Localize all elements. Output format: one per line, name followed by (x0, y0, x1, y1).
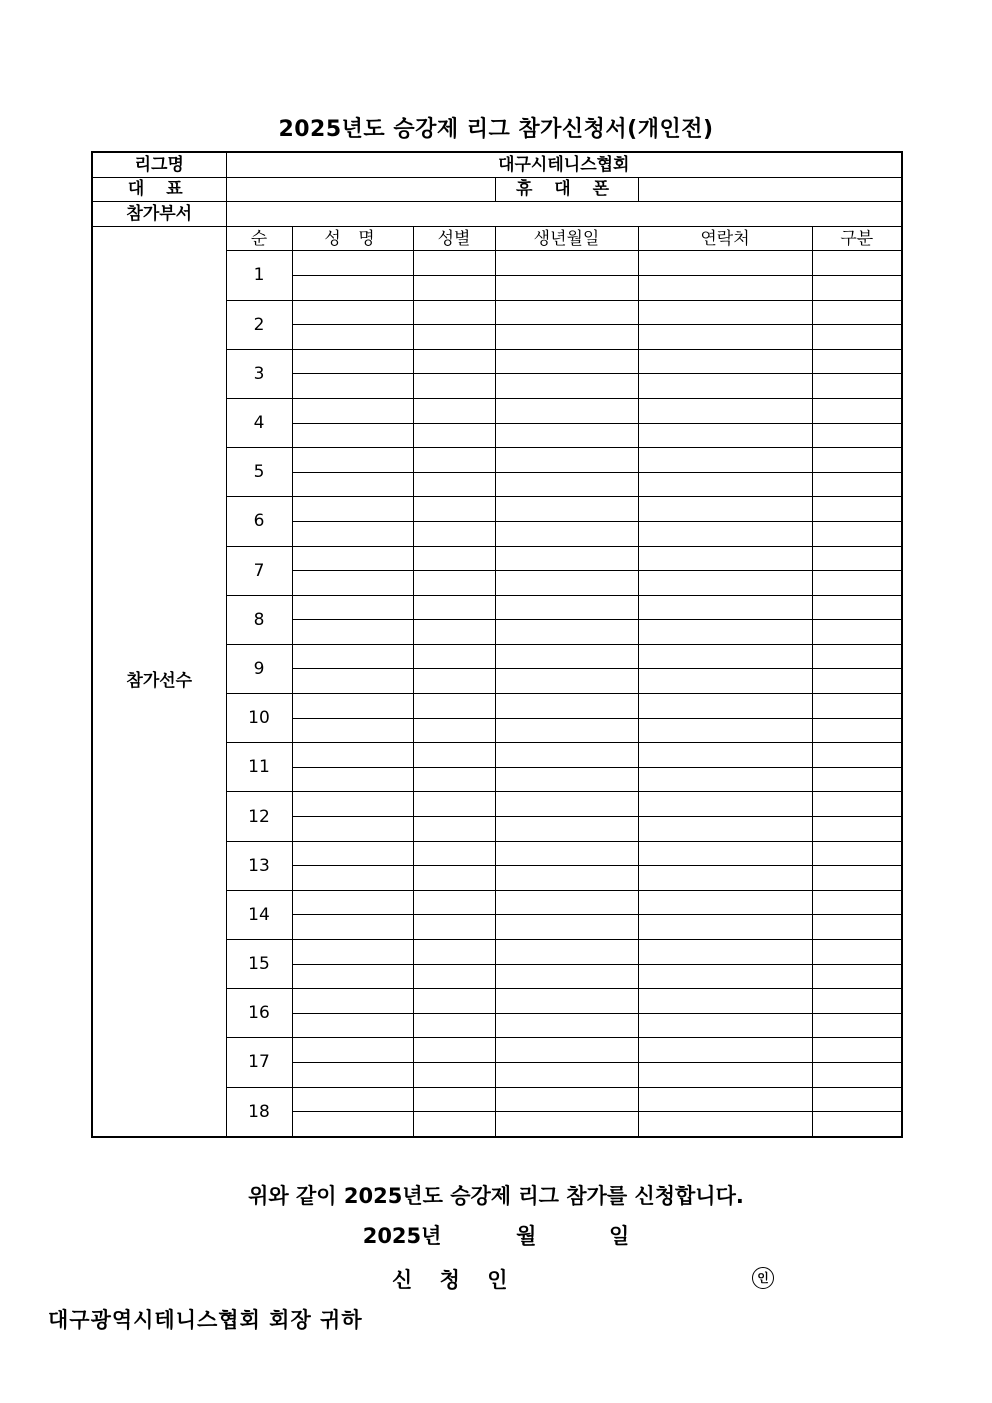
player-contact-cell[interactable] (638, 866, 812, 891)
player-category-cell[interactable] (812, 817, 902, 842)
player-contact-cell[interactable] (638, 546, 812, 571)
player-birthdate-cell[interactable] (495, 251, 638, 276)
player-contact-cell[interactable] (638, 915, 812, 940)
player-birthdate-cell[interactable] (495, 890, 638, 915)
player-name-cell[interactable] (292, 620, 413, 645)
division-field[interactable] (226, 202, 902, 227)
player-contact-cell[interactable] (638, 1013, 812, 1038)
player-name-cell[interactable] (292, 1087, 413, 1112)
player-name-cell[interactable] (292, 767, 413, 792)
player-contact-cell[interactable] (638, 1038, 812, 1063)
player-gender-cell[interactable] (413, 866, 495, 891)
player-birthdate-cell[interactable] (495, 817, 638, 842)
player-name-cell[interactable] (292, 644, 413, 669)
player-number: 9 (226, 644, 292, 693)
player-contact-cell[interactable] (638, 841, 812, 866)
player-gender-cell[interactable] (413, 890, 495, 915)
player-name-cell[interactable] (292, 841, 413, 866)
player-number: 12 (226, 792, 292, 841)
player-category-cell[interactable] (812, 890, 902, 915)
player-category-cell[interactable] (812, 398, 902, 423)
player-header-row (92, 226, 902, 251)
player-gender-cell[interactable] (413, 1112, 495, 1137)
player-gender-cell[interactable] (413, 743, 495, 768)
player-gender-cell[interactable] (413, 940, 495, 965)
player-category-cell[interactable] (812, 472, 902, 497)
player-category-cell[interactable] (812, 571, 902, 596)
player-contact-cell[interactable] (638, 251, 812, 276)
league-name-value[interactable]: 대구시테니스협회 (226, 152, 902, 177)
player-gender-cell[interactable] (413, 300, 495, 325)
addressee-text: 대구광역시테니스협회 회장 귀하 (48, 1308, 363, 1332)
player-contact-cell[interactable] (638, 448, 812, 473)
player-number: 3 (226, 349, 292, 398)
player-gender-cell[interactable] (413, 1087, 495, 1112)
player-contact-cell[interactable] (638, 1112, 812, 1137)
header-contact: 연락처 (638, 226, 812, 251)
player-category-cell[interactable] (812, 251, 902, 276)
player-name-cell[interactable] (292, 817, 413, 842)
player-birthdate-cell[interactable] (495, 940, 638, 965)
division-row (92, 202, 902, 227)
player-category-cell[interactable] (812, 792, 902, 817)
player-category-cell[interactable] (812, 423, 902, 448)
player-gender-cell[interactable] (413, 251, 495, 276)
player-number: 10 (226, 694, 292, 743)
player-name-cell[interactable] (292, 448, 413, 473)
player-birthdate-cell[interactable] (495, 275, 638, 300)
player-birthdate-cell[interactable] (495, 767, 638, 792)
player-number: 8 (226, 595, 292, 644)
player-gender-cell[interactable] (413, 349, 495, 374)
player-name-cell[interactable] (292, 251, 413, 276)
player-category-cell[interactable] (812, 497, 902, 522)
player-birthdate-cell[interactable] (495, 497, 638, 522)
player-category-cell[interactable] (812, 275, 902, 300)
player-category-cell[interactable] (812, 964, 902, 989)
player-birthdate-cell[interactable] (495, 423, 638, 448)
player-birthdate-cell[interactable] (495, 325, 638, 350)
league-name-row (92, 152, 902, 177)
player-category-cell[interactable] (812, 300, 902, 325)
phone-label: 휴 대 폰 (495, 177, 638, 202)
player-birthdate-cell[interactable] (495, 620, 638, 645)
player-name-cell[interactable] (292, 1112, 413, 1137)
player-number: 5 (226, 448, 292, 497)
player-name-cell[interactable] (292, 1013, 413, 1038)
player-contact-cell[interactable] (638, 989, 812, 1014)
player-gender-cell[interactable] (413, 841, 495, 866)
player-gender-cell[interactable] (413, 275, 495, 300)
player-contact-cell[interactable] (638, 620, 812, 645)
date-day: 일 (608, 1224, 630, 1248)
player-gender-cell[interactable] (413, 792, 495, 817)
player-birthdate-cell[interactable] (495, 472, 638, 497)
player-name-cell[interactable] (292, 595, 413, 620)
player-number: 18 (226, 1087, 292, 1137)
player-birthdate-cell[interactable] (495, 1062, 638, 1087)
player-birthdate-cell[interactable] (495, 866, 638, 891)
player-contact-cell[interactable] (638, 669, 812, 694)
player-name-cell[interactable] (292, 325, 413, 350)
player-category-cell[interactable] (812, 841, 902, 866)
player-category-cell[interactable] (812, 325, 902, 350)
player-category-cell[interactable] (812, 669, 902, 694)
player-contact-cell[interactable] (638, 792, 812, 817)
player-birthdate-cell[interactable] (495, 841, 638, 866)
player-birthdate-cell[interactable] (495, 300, 638, 325)
player-birthdate-cell[interactable] (495, 694, 638, 719)
player-contact-cell[interactable] (638, 964, 812, 989)
player-birthdate-cell[interactable] (495, 546, 638, 571)
player-gender-cell[interactable] (413, 521, 495, 546)
player-birthdate-cell[interactable] (495, 669, 638, 694)
player-contact-cell[interactable] (638, 398, 812, 423)
player-name-cell[interactable] (292, 890, 413, 915)
player-gender-cell[interactable] (413, 374, 495, 399)
player-contact-cell[interactable] (638, 571, 812, 596)
representative-row (92, 177, 902, 202)
player-number: 7 (226, 546, 292, 595)
player-name-cell[interactable] (292, 866, 413, 891)
player-name-cell[interactable] (292, 915, 413, 940)
player-gender-cell[interactable] (413, 694, 495, 719)
applicant-label: 신 청 인 (392, 1268, 518, 1292)
player-contact-cell[interactable] (638, 325, 812, 350)
player-birthdate-cell[interactable] (495, 1038, 638, 1063)
player-birthdate-cell[interactable] (495, 1087, 638, 1112)
player-birthdate-cell[interactable] (495, 521, 638, 546)
player-contact-cell[interactable] (638, 1062, 812, 1087)
player-contact-cell[interactable] (638, 644, 812, 669)
player-number: 1 (226, 251, 292, 300)
player-category-cell[interactable] (812, 940, 902, 965)
player-contact-cell[interactable] (638, 694, 812, 719)
player-gender-cell[interactable] (413, 1013, 495, 1038)
player-contact-cell[interactable] (638, 743, 812, 768)
player-birthdate-cell[interactable] (495, 374, 638, 399)
player-birthdate-cell[interactable] (495, 718, 638, 743)
player-category-cell[interactable] (812, 644, 902, 669)
player-gender-cell[interactable] (413, 1062, 495, 1087)
player-name-cell[interactable] (292, 521, 413, 546)
player-birthdate-cell[interactable] (495, 571, 638, 596)
player-gender-cell[interactable] (413, 644, 495, 669)
player-category-cell[interactable] (812, 521, 902, 546)
player-number: 4 (226, 398, 292, 447)
division-label: 참가부서 (92, 202, 226, 227)
player-name-cell[interactable] (292, 546, 413, 571)
player-category-cell[interactable] (812, 620, 902, 645)
header-gender: 성별 (413, 226, 495, 251)
player-contact-cell[interactable] (638, 595, 812, 620)
player-contact-cell[interactable] (638, 349, 812, 374)
player-gender-cell[interactable] (413, 571, 495, 596)
player-contact-cell[interactable] (638, 1087, 812, 1112)
player-name-cell[interactable] (292, 1062, 413, 1087)
player-gender-cell[interactable] (413, 448, 495, 473)
player-category-cell[interactable] (812, 866, 902, 891)
player-contact-cell[interactable] (638, 817, 812, 842)
player-gender-cell[interactable] (413, 817, 495, 842)
player-name-cell[interactable] (292, 989, 413, 1014)
date-month: 월 (516, 1224, 537, 1248)
header-seq: 순 (226, 226, 292, 251)
declaration-text: 위와 같이 2025년도 승강제 리그 참가를 신청합니다. (248, 1184, 744, 1208)
application-form-table (91, 151, 903, 1138)
player-contact-cell[interactable] (638, 275, 812, 300)
player-birthdate-cell[interactable] (495, 398, 638, 423)
header-category: 구분 (812, 226, 902, 251)
players-label: 참가선수 (92, 226, 226, 1136)
player-name-cell[interactable] (292, 1038, 413, 1063)
player-gender-cell[interactable] (413, 669, 495, 694)
player-birthdate-cell[interactable] (495, 349, 638, 374)
player-number: 11 (226, 743, 292, 792)
player-gender-cell[interactable] (413, 472, 495, 497)
player-category-cell[interactable] (812, 743, 902, 768)
player-birthdate-cell[interactable] (495, 989, 638, 1014)
player-category-cell[interactable] (812, 448, 902, 473)
player-number: 13 (226, 841, 292, 890)
representative-label: 대 표 (92, 177, 226, 202)
player-contact-cell[interactable] (638, 472, 812, 497)
player-category-cell[interactable] (812, 374, 902, 399)
header-name: 성 명 (292, 226, 413, 251)
player-name-cell[interactable] (292, 349, 413, 374)
player-gender-cell[interactable] (413, 325, 495, 350)
player-category-cell[interactable] (812, 989, 902, 1014)
player-name-cell[interactable] (292, 571, 413, 596)
player-contact-cell[interactable] (638, 767, 812, 792)
player-gender-cell[interactable] (413, 1038, 495, 1063)
player-category-cell[interactable] (812, 1062, 902, 1087)
player-name-cell[interactable] (292, 743, 413, 768)
player-gender-cell[interactable] (413, 718, 495, 743)
player-name-cell[interactable] (292, 669, 413, 694)
header-birthdate: 생년월일 (495, 226, 638, 251)
player-category-cell[interactable] (812, 1013, 902, 1038)
player-contact-cell[interactable] (638, 718, 812, 743)
seal-mark: 인 (752, 1267, 774, 1289)
player-name-cell[interactable] (292, 964, 413, 989)
player-contact-cell[interactable] (638, 940, 812, 965)
player-number: 2 (226, 300, 292, 349)
player-contact-cell[interactable] (638, 890, 812, 915)
player-birthdate-cell[interactable] (495, 644, 638, 669)
player-gender-cell[interactable] (413, 915, 495, 940)
player-gender-cell[interactable] (413, 423, 495, 448)
player-number: 17 (226, 1038, 292, 1087)
player-birthdate-cell[interactable] (495, 595, 638, 620)
player-birthdate-cell[interactable] (495, 964, 638, 989)
player-contact-cell[interactable] (638, 423, 812, 448)
player-name-cell[interactable] (292, 398, 413, 423)
player-gender-cell[interactable] (413, 546, 495, 571)
representative-field[interactable] (226, 177, 495, 202)
player-number: 16 (226, 989, 292, 1038)
player-gender-cell[interactable] (413, 595, 495, 620)
player-category-cell[interactable] (812, 694, 902, 719)
player-name-cell[interactable] (292, 940, 413, 965)
player-name-cell[interactable] (292, 792, 413, 817)
player-number: 14 (226, 890, 292, 939)
player-birthdate-cell[interactable] (495, 743, 638, 768)
player-number: 15 (226, 940, 292, 989)
player-name-cell[interactable] (292, 497, 413, 522)
player-category-cell[interactable] (812, 546, 902, 571)
league-name-label: 리그명 (92, 152, 226, 177)
phone-field[interactable] (638, 177, 902, 202)
player-name-cell[interactable] (292, 275, 413, 300)
player-gender-cell[interactable] (413, 989, 495, 1014)
player-name-cell[interactable] (292, 423, 413, 448)
player-gender-cell[interactable] (413, 767, 495, 792)
player-category-cell[interactable] (812, 1112, 902, 1137)
date-year: 2025년 (362, 1224, 442, 1248)
player-category-cell[interactable] (812, 718, 902, 743)
player-name-cell[interactable] (292, 718, 413, 743)
player-category-cell[interactable] (812, 767, 902, 792)
player-birthdate-cell[interactable] (495, 915, 638, 940)
player-birthdate-cell[interactable] (495, 1112, 638, 1137)
player-name-cell[interactable] (292, 300, 413, 325)
player-gender-cell[interactable] (413, 620, 495, 645)
form-title: 2025년도 승강제 리그 참가신청서(개인전) (278, 117, 714, 142)
player-birthdate-cell[interactable] (495, 1013, 638, 1038)
player-birthdate-cell[interactable] (495, 448, 638, 473)
application-date (0, 1220, 992, 1250)
player-contact-cell[interactable] (638, 300, 812, 325)
player-category-cell[interactable] (812, 915, 902, 940)
player-contact-cell[interactable] (638, 374, 812, 399)
player-category-cell[interactable] (812, 1087, 902, 1112)
player-birthdate-cell[interactable] (495, 792, 638, 817)
player-name-cell[interactable] (292, 374, 413, 399)
player-gender-cell[interactable] (413, 497, 495, 522)
player-category-cell[interactable] (812, 1038, 902, 1063)
player-name-cell[interactable] (292, 472, 413, 497)
player-contact-cell[interactable] (638, 521, 812, 546)
player-gender-cell[interactable] (413, 964, 495, 989)
player-category-cell[interactable] (812, 349, 902, 374)
player-number: 6 (226, 497, 292, 546)
player-category-cell[interactable] (812, 595, 902, 620)
player-gender-cell[interactable] (413, 398, 495, 423)
player-name-cell[interactable] (292, 694, 413, 719)
player-contact-cell[interactable] (638, 497, 812, 522)
